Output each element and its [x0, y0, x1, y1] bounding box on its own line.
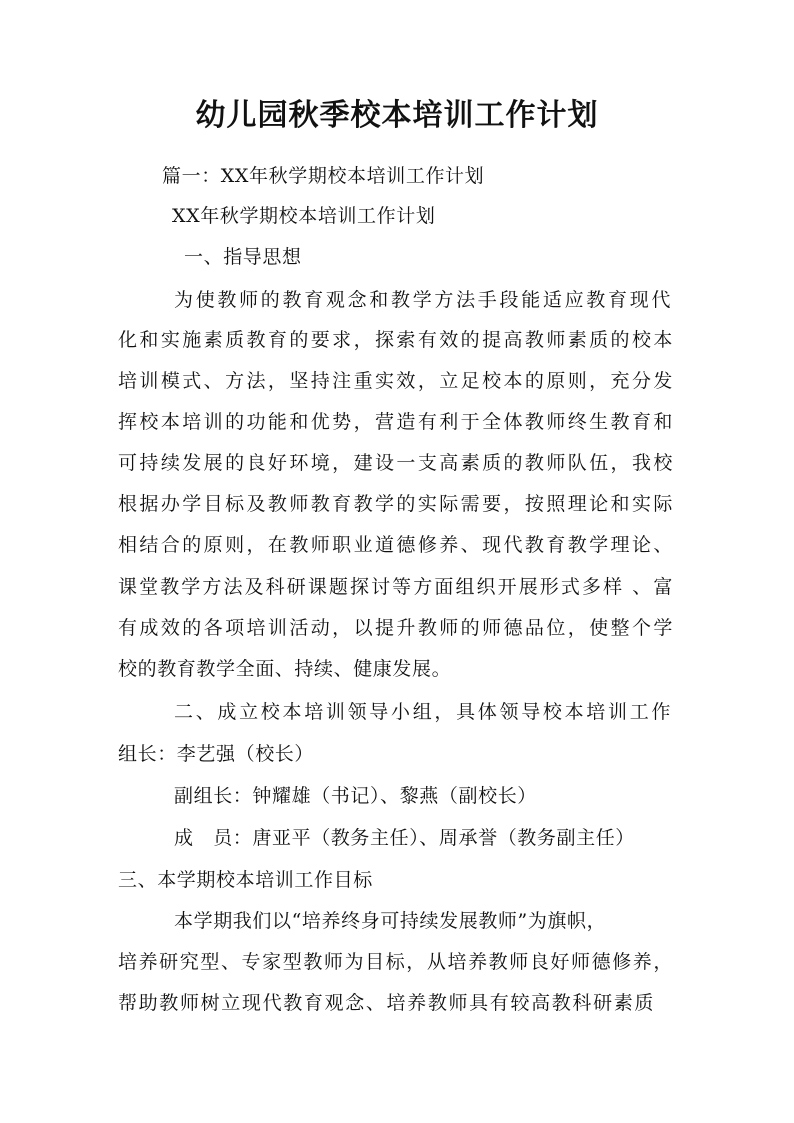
paragraph-line: 为使教师的教育观念和教学方法手段能适应教育现代: [174, 289, 671, 311]
members-line: 成 员：唐亚平（教务主任）、周承誉（教务副主任）: [174, 827, 635, 849]
document-title: 幼儿园秋季校本培训工作计划: [195, 98, 599, 133]
section-heading: 二、成立校本培训领导小组，具体领导校本培训工作: [174, 701, 671, 723]
paragraph-line: 相结合的原则，在教师职业道德修养、现代教育教学理论、: [118, 534, 673, 556]
leader-line: 组长：李艺强（校长）: [118, 743, 315, 765]
paragraph-line: 可持续发展的良好环境，建设一支高素质的教师队伍，我校: [118, 452, 673, 474]
paragraph-line: 化和实施素质教育的要求，探索有效的提高教师素质的校本: [118, 329, 673, 351]
paragraph-line: 培养研究型、专家型教师为目标，从培养教师良好师德修养，: [118, 951, 673, 973]
paragraph-line: 帮助教师树立现代教育观念、培养教师具有较高教科研素质: [118, 992, 654, 1014]
paragraph-line: 挥校本培训的功能和优势，营造有利于全体教师终生教育和: [118, 411, 673, 433]
paragraph-line: 培训模式、方法，坚持注重实效，立足校本的原则，充分发: [118, 370, 673, 392]
paragraph-line: 校的教育教学全面、持续、健康发展。: [118, 658, 452, 680]
paragraph-line: 根据办学目标及教师教育教学的实际需要，按照理论和实际: [118, 493, 673, 515]
deputy-leader-line: 副组长：钟耀雄（书记）、黎燕（副校长）: [174, 785, 537, 807]
section-heading: 一、指导思想: [184, 246, 302, 268]
paragraph-line: 有成效的各项培训活动，以提升教师的师德品位，使整个学: [118, 617, 673, 639]
paragraph-line: 课堂教学方法及科研课题探讨等方面组织开展形式多样 、富: [118, 576, 673, 598]
subtitle: XX年秋学期校本培训工作计划: [172, 205, 436, 227]
paragraph-line: 本学期我们以“培养终身可持续发展教师”为旗帜，: [174, 910, 607, 932]
section-heading: 三、本学期校本培训工作目标: [118, 869, 373, 891]
section-heading: 篇一：XX年秋学期校本培训工作计划: [162, 165, 485, 187]
